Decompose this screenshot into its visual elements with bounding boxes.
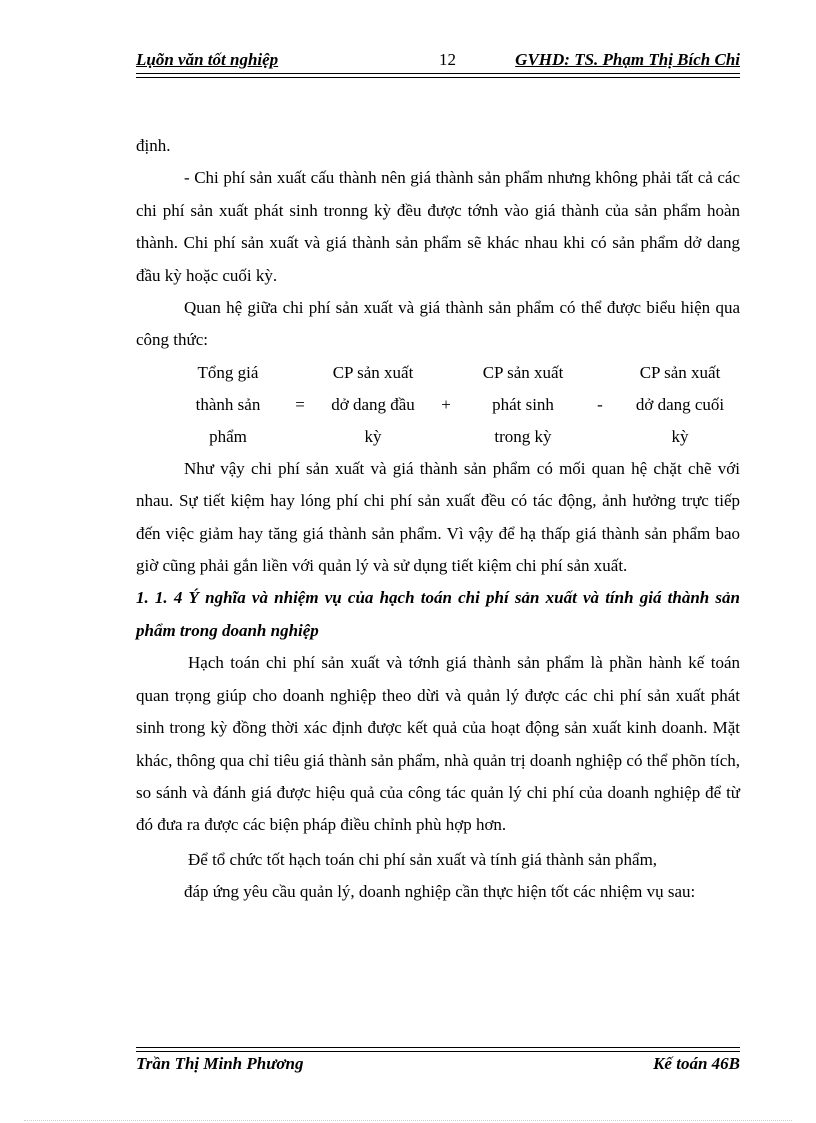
page-edge-divider [24,1120,792,1121]
paragraph-tasks-intro: Để tổ chức tốt hạch toán chi phí sản xuất và tính giá thành sản phẩm, [188,849,658,869]
header-divider [136,73,740,78]
paragraph-continuation: định. [136,136,171,155]
page-header [136,48,740,74]
section-heading: 1. 1. 4 Ý nghĩa và nhiệm vụ của hạch toán chi phí sản xuất và tính giá thành sản phẩm trong doanh nghiệp [136,588,740,640]
paragraph-tasks-continuation: đáp ứng yêu cầu quản lý, doanh nghiệp cần thực hiện tốt các nhiệm vụ sau: [184,882,696,902]
header-thesis-title: Lụõn văn tốt nghiệp [136,50,279,69]
formula-equals-sign: = [295,394,305,414]
formula-closing-wip: CP sản xuất dở dang cuối kỳ [635,362,725,446]
formula-plus-sign: + [441,394,451,414]
page-footer [136,1052,740,1076]
header-page-number: 12 [439,50,456,69]
formula-minus-sign: - [597,394,603,414]
footer-class: Kế toán 46B [653,1054,740,1073]
formula-total-cost: Tổng giá thành sản phẩm [195,362,261,446]
header-supervisor: GVHD: TS. Phạm Thị Bích Chi [515,50,740,69]
cost-formula [136,357,740,453]
paragraph-cost-composition: - Chi phí sản xuất cấu thành nên giá thành sản phẩm nhưng không phải tất cả các chi phí sản xuất phát sinh tronng kỳ đều được tớnh vào giá thành của sản phẩm hoàn thành. Chi phí sản xuất và giá thành sản phẩm sẽ khác nhau khi có sản phẩm dở dang đầu kỳ hoặc cuối kỳ. [136,168,740,285]
page-body [136,130,740,909]
formula-opening-wip: CP sản xuất dở dang đầu kỳ [331,362,415,446]
footer-author: Trần Thị Minh Phương [136,1054,304,1073]
formula-period-cost: CP sản xuất phát sinh trong kỳ [482,362,564,446]
paragraph-relationship-conclusion: Như vậy chi phí sản xuất và giá thành sản phẩm có mối quan hệ chặt chẽ với nhau. Sự tiết kiệm hay lóng phí chi phí sản xuất đều có tác động, ảnh hưởng trực tiếp đến việc giảm hay tăng giá thành sản phẩm. Vì vậy để hạ thấp giá thành sản phẩm bao giờ cũng phải gắn liền với quản lý và sử dụng tiết kiệm chi phí sản xuất. [136,458,740,576]
paragraph-significance: Hạch toán chi phí sản xuất và tớnh giá thành sản phẩm là phần hành kế toán quan trọng giúp cho doanh nghiệp theo dừi và quản lý được các chi phí sản xuất phát sinh trong kỳ đồng thời xác định được kết quả của hoạt động sản xuất kinh doanh. Mặt khác, thông qua chỉ tiêu giá thành sản phẩm, nhà quản trị doanh nghiệp có thể phõn tích, so sánh và đánh giá được hiệu quả của công tác quản lý chi phí của doanh nghiệp để từ đó đưa ra được các biện pháp điều chỉnh phù hợp hơn. [136,653,740,835]
paragraph-relationship-intro: Quan hệ giữa chi phí sản xuất và giá thành sản phẩm có thể được biểu hiện qua công thức: [136,298,740,350]
